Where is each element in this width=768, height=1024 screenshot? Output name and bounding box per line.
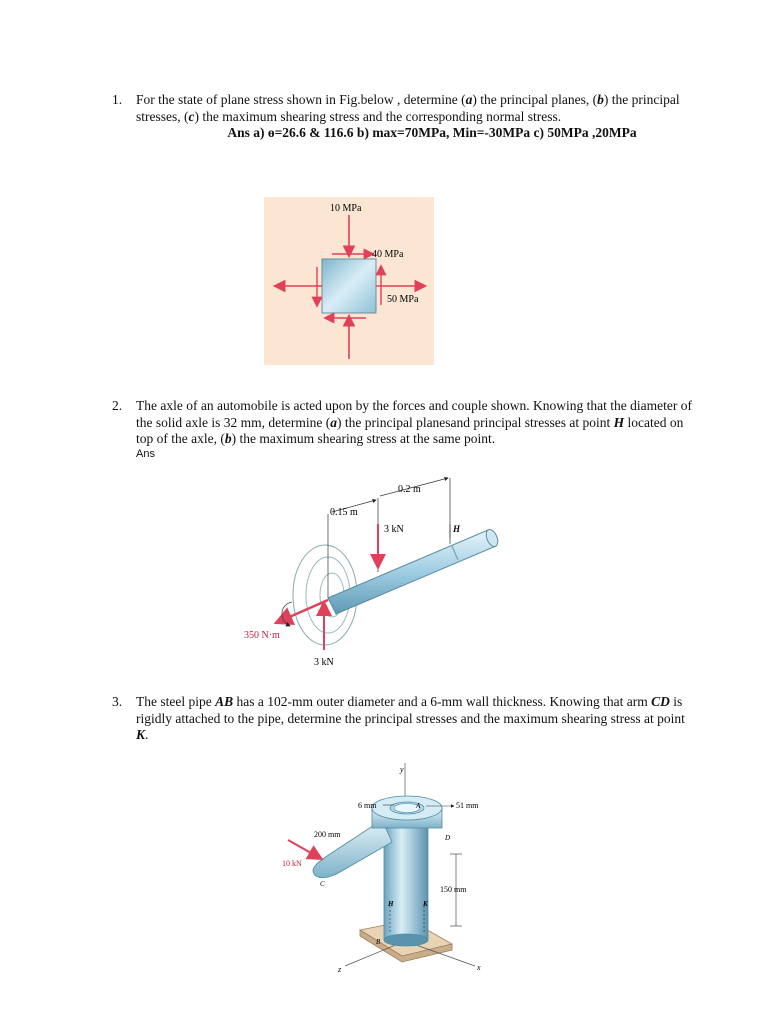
answer: Ans a) ɵ=26.6 & 116.6 b) max=70MPa, Min=-30MPa c) 50MPa ,20MPa — [227, 125, 637, 140]
label-200mm: 200 mm — [314, 830, 341, 839]
label-y: y — [400, 765, 404, 774]
label-51mm: 51 mm — [456, 801, 479, 810]
label-150mm: 150 mm — [440, 885, 467, 894]
answer: Ans — [136, 447, 155, 460]
label-h: H — [388, 900, 394, 908]
problem-text: The steel pipe AB has a 102-mm outer diameter and a 6-mm wall thickness. Knowing that arm CD is rigidly attached to the pipe, determine the principal stresses and the maximum shearing stress at point K. — [136, 694, 685, 742]
label-10kn: 10 kN — [282, 859, 302, 868]
problem-number: 3. — [112, 694, 123, 709]
problem-2 — [112, 398, 692, 461]
label-h: H — [453, 524, 461, 534]
couple-arc — [282, 602, 292, 626]
stress-element — [322, 259, 376, 313]
label-350nm: 350 N·m — [244, 630, 280, 641]
pipe-diagram — [270, 758, 500, 978]
label-k: K — [423, 900, 428, 908]
problem-text: The axle of an automobile is acted upon by the forces and couple shown. Knowing that the diameter of the solid axle is 32 mm, determine (a) the principal planesand principal stresses at point H located on top of the axle, (b) the maximum shearing stress at the same point. — [136, 398, 692, 446]
label-3kn-bottom: 3 kN — [314, 657, 334, 668]
figure-axle — [240, 472, 510, 672]
force-10kn-arrow — [288, 840, 320, 858]
label-0-15m: 0.15 m — [330, 507, 358, 518]
problem-text: For the state of plane stress shown in Fig.below , determine (a) the principal planes, (b) the principal stresses, (c) the maximum shearing stress and the corresponding normal stress. — [136, 92, 680, 124]
arm-cd — [313, 820, 392, 878]
label-6mm: 6 mm — [358, 801, 377, 810]
label-40mpa: 40 MPa — [372, 249, 404, 260]
figure-plane-stress — [264, 197, 434, 365]
label-a: A — [416, 802, 421, 810]
label-z: z — [338, 965, 342, 974]
problem-number: 2. — [112, 398, 123, 413]
plane-stress-diagram — [264, 197, 434, 365]
couple-vector-arrow — [278, 600, 328, 622]
axle-diagram — [240, 472, 510, 672]
figure-pipe — [270, 758, 500, 978]
label-3kn-top: 3 kN — [384, 524, 404, 535]
problem-1 — [112, 92, 692, 142]
label-c: C — [320, 880, 325, 888]
pipe-ab — [384, 818, 428, 940]
problem-number: 1. — [112, 92, 123, 107]
label-50mpa: 50 MPa — [387, 294, 419, 305]
pipe-bottom — [384, 934, 428, 946]
label-b: B — [376, 938, 381, 946]
label-x: x — [477, 963, 481, 972]
label-10mpa: 10 MPa — [330, 203, 362, 214]
label-0-2m: 0.2 m — [398, 484, 421, 495]
problem-3 — [112, 694, 692, 744]
label-d: D — [445, 834, 451, 842]
